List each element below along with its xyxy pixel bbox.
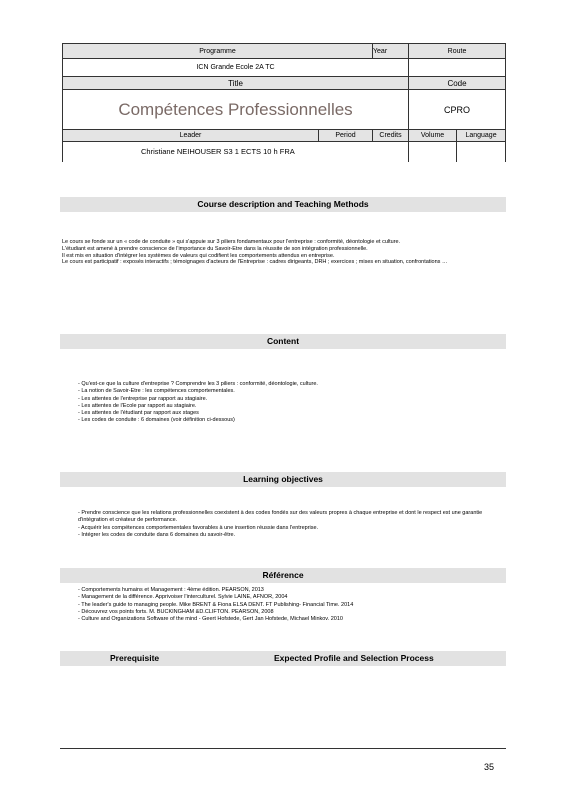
list-item: - The leader's guide to managing people. Mike BRENT & Fiona ELSA DENT. FT Publishing- Financial Time. 2014	[78, 601, 354, 608]
content-heading: Content	[60, 334, 506, 349]
list-item: - La notion de Savoir-Etre : les compétences comportementales.	[78, 388, 235, 395]
course-header-table	[62, 43, 506, 162]
learning-objectives-heading: Learning objectives	[60, 472, 506, 487]
expected-profile-heading: Expected Profile and Selection Process	[274, 653, 434, 663]
code-label: Code	[409, 77, 506, 90]
course-title: Compétences Professionnelles	[63, 90, 409, 130]
list-item: - Les attentes de l'Ecole par rapport au stagiaire.	[78, 402, 197, 409]
list-item: - Comportements humains et Management : 4ème édition. PEARSON, 2013	[78, 587, 264, 593]
programme-value: ICN Grande Ecole 2A TC	[63, 59, 409, 77]
list-item: - Découvrez vos points forts. M. BUCKINGHAM &D.CLIFTON. PEARSON, 2008	[78, 608, 274, 615]
list-item: - Management de la différence. Apprivoiser l'interculturel. Sylvie LAINE, AFNOR, 2004	[78, 594, 288, 601]
programme-label: Programme	[63, 44, 373, 59]
list-item: - Les attentes de l'entreprise par rapport au stagiaire.	[78, 395, 208, 402]
list-item: - Prendre conscience que les relations professionnelles coexistent à des codes fondés sur des valeurs propres à chaque entreprise et dont le respect est une garantie d'intégration et créateur de performance.	[78, 510, 483, 524]
footer-divider	[60, 748, 506, 749]
volume-value	[409, 142, 457, 162]
page-number: 35	[484, 762, 495, 772]
credits-label: Credits	[373, 130, 409, 142]
leader-value: Christiane NEIHOUSER S3 1 ECTS 10 h FRA	[63, 142, 409, 162]
list-item: - Acquérir les compétences comportementales favorables à une insertion réussie dans l'entreprise.	[78, 524, 319, 531]
period-label: Period	[319, 130, 373, 142]
list-item: - Culture and Organizations Software of the mind - Geert Hofstede, Gert Jan Hofstede, Michael Minkov. 2010	[78, 616, 343, 623]
language-label: Language	[457, 130, 506, 142]
course-description-line-2: L'étudiant est amené à prendre conscience de l'importance du Savoir-Etre dans la réussite de son intégration professionnelle.	[62, 245, 368, 252]
language-value	[457, 142, 506, 162]
course-description-line-4: Le cours est participatif : exposés interactifs ; témoignages d'acteurs de l'Entreprise : cadres dirigeants, DRH ; exercices ; mises en situation, confrontations …	[62, 259, 448, 266]
prerequisite-bar	[60, 651, 506, 666]
route-label: Route	[409, 44, 506, 59]
prerequisite-heading: Prerequisite	[110, 653, 160, 663]
volume-label: Volume	[409, 130, 457, 142]
list-item: - Les codes de conduite : 6 domaines (voir définition ci-dessous)	[78, 417, 235, 424]
title-label: Title	[63, 77, 409, 90]
learning-objectives-list	[78, 510, 498, 539]
leader-label: Leader	[63, 130, 319, 142]
course-code: CPRO	[409, 90, 506, 130]
list-item: - Les attentes de l'étudiant par rapport aux stages	[78, 410, 199, 417]
content-list	[78, 381, 498, 425]
year-label: Year	[373, 44, 409, 59]
course-description-heading: Course description and Teaching Methods	[60, 197, 506, 212]
reference-list	[78, 587, 498, 623]
course-description-text	[62, 239, 502, 266]
course-description-line-3: Il est mis en situation d'intégrer les systèmes de valeurs qui codifient les comportements attendus en entreprise.	[62, 252, 335, 259]
list-item: - Intégrer les codes de conduite dans 6 domaines du savoir-être.	[78, 531, 236, 538]
route-value	[409, 59, 506, 77]
course-description-line-1: Le cours se fonde sur un « code de conduite » qui s'appuie sur 3 piliers fondamentaux pour l'entreprise : conformité, déontologie et culture.	[62, 239, 401, 245]
list-item: - Qu'est-ce que la culture d'entreprise ? Comprendre les 3 piliers : conformité, déontologie, culture.	[78, 381, 318, 387]
reference-heading: Référence	[60, 568, 506, 583]
